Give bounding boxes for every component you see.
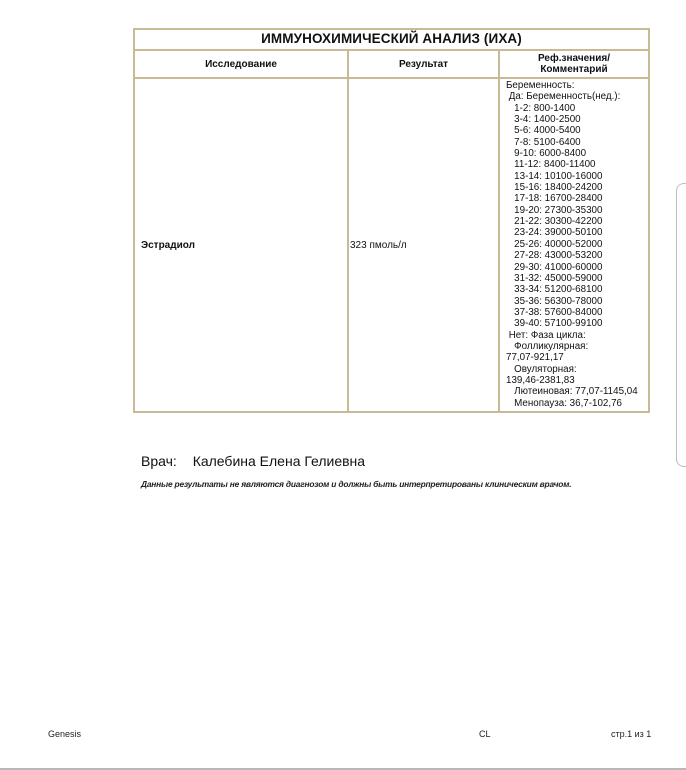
reference-line: Овуляторная: [506,363,577,375]
table-row [135,79,648,411]
reference-line: 15-16: 18400-24200 [506,182,603,194]
reference-line: Нет: Фаза цикла: [506,329,586,341]
doctor-label: Врач: [141,453,177,469]
reference-line: Фолликулярная: [506,340,589,352]
reference-line: 3-4: 1400-2500 [506,114,581,126]
header-reference-line1: Реф.значения/ [537,53,610,64]
reference-line: 7-8: 5100-6400 [506,136,581,148]
reference-line: 19-20: 27300-35300 [506,204,603,216]
reference-line: Беременность: [506,80,575,91]
reference-line: 5-6: 4000-5400 [506,125,581,137]
reference-line: 33-34: 51200-68100 [506,284,603,296]
reference-line: 77,07-921,17 [506,352,564,364]
doctor-name: Калебина Елена Гелиевна [192,453,366,469]
reference-line: 23-24: 39000-50100 [506,227,603,239]
table-title: ИММУНОХИМИЧЕСКИЙ АНАЛИЗ (ИХА) [135,30,648,51]
disclaimer: Данные результаты не являются диагнозом и должны быть интерпретированы клиническим врачом. [141,479,572,489]
reference-line: 35-36: 56300-78000 [506,295,603,307]
header-reference-text [538,53,610,75]
reference-line: Да: Беременность(нед.): [506,91,621,103]
reference-line: 1-2: 800-1400 [506,102,576,114]
header-reference-line2: Комментарий [540,64,608,75]
test-result: 323 пмоль/л [349,79,500,411]
reference-line: Лютеиновая: 77,07-1145,04 [506,386,638,398]
reference-line: 39-40: 57100-99100 [506,318,603,330]
scrollbar[interactable] [676,183,686,467]
reference-line: 9-10: 6000-8400 [506,148,587,160]
header-test: Исследование [135,51,349,77]
reference-values [500,79,648,411]
header-reference [500,51,648,77]
header-result: Результат [349,51,500,77]
reference-line: Менопауза: 36,7-102,76 [506,397,622,409]
test-name: Эстрадиол [135,79,349,411]
reference-line: 17-18: 16700-28400 [506,193,603,205]
reference-line: 37-38: 57600-84000 [506,306,603,318]
reference-line: 29-30: 41000-60000 [506,261,603,273]
reference-line: 31-32: 45000-59000 [506,272,603,284]
reference-line: 13-14: 10100-16000 [506,170,603,182]
doctor-line [141,453,365,469]
reference-line: 21-22: 30300-42200 [506,216,603,228]
reference-line: 25-26: 40000-52000 [506,238,603,250]
reference-line: 11-12: 8400-11400 [506,159,596,171]
reference-line: 139,46-2381,83 [506,374,575,386]
footer-left: Genesis [48,729,82,739]
results-table [133,28,650,413]
table-header-row [135,51,648,79]
reference-line: 27-28: 43000-53200 [506,250,603,262]
footer-center: CL [479,729,491,739]
footer-page-number: стр.1 из 1 [611,729,652,739]
